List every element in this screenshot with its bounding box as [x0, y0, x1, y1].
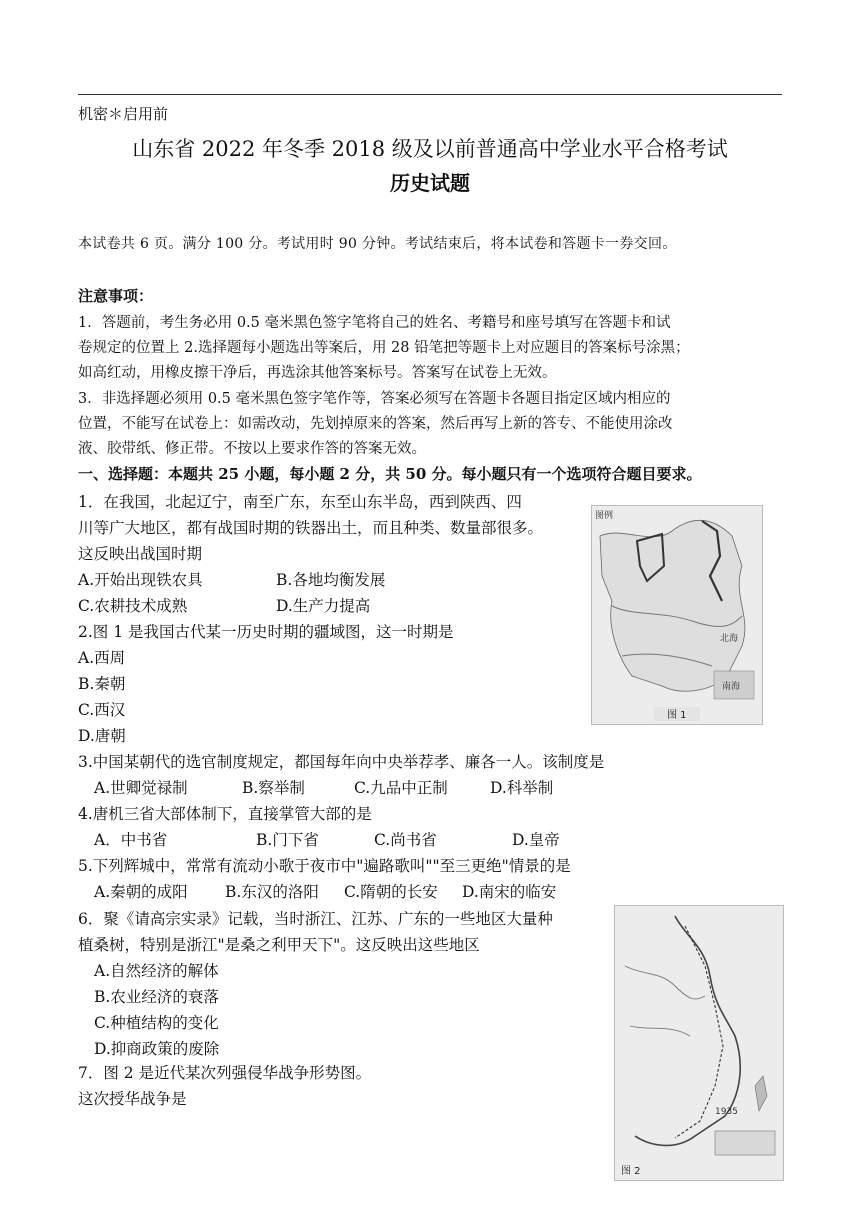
note-line: 卷规定的位置上 2.选择题每小题选出等案后，用 28 铅笔把等题卡上对应题目的答案标号涂黑； — [78, 340, 690, 356]
figure-2-caption: 图 2 — [621, 1166, 641, 1177]
q3-stem: 3.中国某朝代的选官制度规定，都国每年向中央举荐孝、廉各一人。该制度是 — [78, 753, 605, 771]
top-rule — [78, 94, 782, 95]
secret-label: 机密＊启用前 — [78, 105, 169, 123]
q6-option-c: C.种植结构的变化 — [94, 1014, 219, 1032]
q5-option-c: C.隋朝的长安 — [344, 883, 438, 901]
q5-stem: 5.下列辉城中，常常有流动小歌于夜市中"遍路歌叫""至三更绝"情景的是 — [78, 857, 571, 875]
q5-option-b: B.东汉的洛阳 — [225, 883, 319, 901]
q2-option-c: C.西汉 — [78, 701, 126, 719]
q1-stem: 这反映出战国时期 — [78, 545, 203, 563]
q6-stem: 植桑树，特别是浙江"是桑之利甲天下"。这反映出这些地区 — [78, 936, 480, 954]
note-line: 1．答题前，考生务必用 0.5 毫米黑色签字笔将自己的姓名、考籍号和座号填写在答题卡和试 — [78, 315, 671, 331]
figure-2-map-drawing — [615, 906, 783, 1180]
q2-option-a: A.西周 — [78, 649, 126, 667]
q1-stem: 1．在我国，北起辽宁，南至广东，东至山东半岛，西到陕西、四 — [78, 493, 522, 511]
q1-option-a: A.开始出现铁农具 — [78, 571, 203, 589]
q1-stem: 川等广大地区，都有战国时期的铁器出土，而且种类、数量部很多。 — [78, 519, 544, 537]
figure-1-caption: 图 1 — [667, 710, 687, 721]
q2-option-b: B.秦朝 — [78, 675, 126, 693]
figure-1-map — [591, 505, 763, 725]
q4-option-a: A．中书省 — [94, 831, 168, 849]
q3-option-a: A.世卿觉禄制 — [94, 779, 188, 797]
q2-stem: 2.图 1 是我国古代某一历史时期的疆域图，这一时期是 — [78, 623, 454, 641]
figure-1-legend: 图例 — [595, 511, 614, 521]
page-title: 山东省 2022 年冬季 2018 级及以前普通高中学业水平合格考试 — [132, 137, 728, 161]
notes-heading: 注意事项： — [78, 287, 154, 305]
note-line: 如高红动，用橡皮擦干净后，再选涂其他答案标号。答案写在试卷上无效。 — [78, 365, 557, 381]
q6-option-b: B.农业经济的衰落 — [94, 988, 219, 1006]
section-heading: 一、选择题：本题共 25 小题，每小题 2 分，共 50 分。每小题只有一个选项符合题目要求。 — [78, 465, 702, 483]
q4-option-b: B.门下省 — [256, 831, 319, 849]
q4-stem: 4.唐机三省大部体制下，直接掌管大部的是 — [78, 805, 372, 823]
q6-option-a: A.自然经济的解体 — [94, 962, 219, 980]
q3-option-d: D.科举制 — [490, 779, 554, 797]
q1-option-d: D.生产力提高 — [276, 597, 371, 615]
figure-2-label: 1935 — [715, 1107, 738, 1117]
page-subtitle: 历史试题 — [390, 171, 470, 195]
exam-intro: 本试卷共 6 页。满分 100 分。考试用时 90 分钟。考试结束后，将本试卷和答题卡一券交回。 — [78, 236, 677, 252]
note-line: 位置，不能写在试卷上：如需改动，先划掉原来的答案，然后再写上新的答专、不能使用涂改 — [78, 416, 673, 432]
q4-option-d: D.皇帝 — [512, 831, 560, 849]
figure-1-map-drawing — [592, 506, 762, 724]
q4-option-c: C.尚书省 — [374, 831, 437, 849]
figure-1-label: 北海 — [720, 634, 739, 644]
note-line: 液、胶带纸、修正带。不按以上要求作答的答案无效。 — [78, 441, 426, 457]
q3-option-b: B.察举制 — [242, 779, 305, 797]
q7-stem: 7．图 2 是近代某次列强侵华战争形势图。 — [78, 1064, 372, 1082]
q5-option-a: A.秦朝的成阳 — [94, 883, 188, 901]
q7-stem: 这次授华战争是 — [78, 1090, 187, 1108]
q6-stem: 6．聚《请高宗实录》记载，当时浙江、江苏、广东的一些地区大量种 — [78, 910, 553, 928]
note-line: 3．非选择题必须用 0.5 毫米黑色签字笔作等，答案必须写在答题卡各题目指定区域内相应的 — [78, 391, 671, 407]
q5-option-d: D.南宋的临安 — [462, 883, 557, 901]
q2-option-d: D.唐朝 — [78, 727, 126, 745]
q6-option-d: D.抑商政策的废除 — [94, 1040, 220, 1058]
figure-1-label: 南海 — [722, 682, 741, 692]
q1-option-c: C.农耕技术成熟 — [78, 597, 188, 615]
figure-2-map — [614, 905, 784, 1181]
q1-option-b: B.各地均衡发展 — [276, 571, 386, 589]
q3-option-c: C.九品中正制 — [354, 779, 448, 797]
